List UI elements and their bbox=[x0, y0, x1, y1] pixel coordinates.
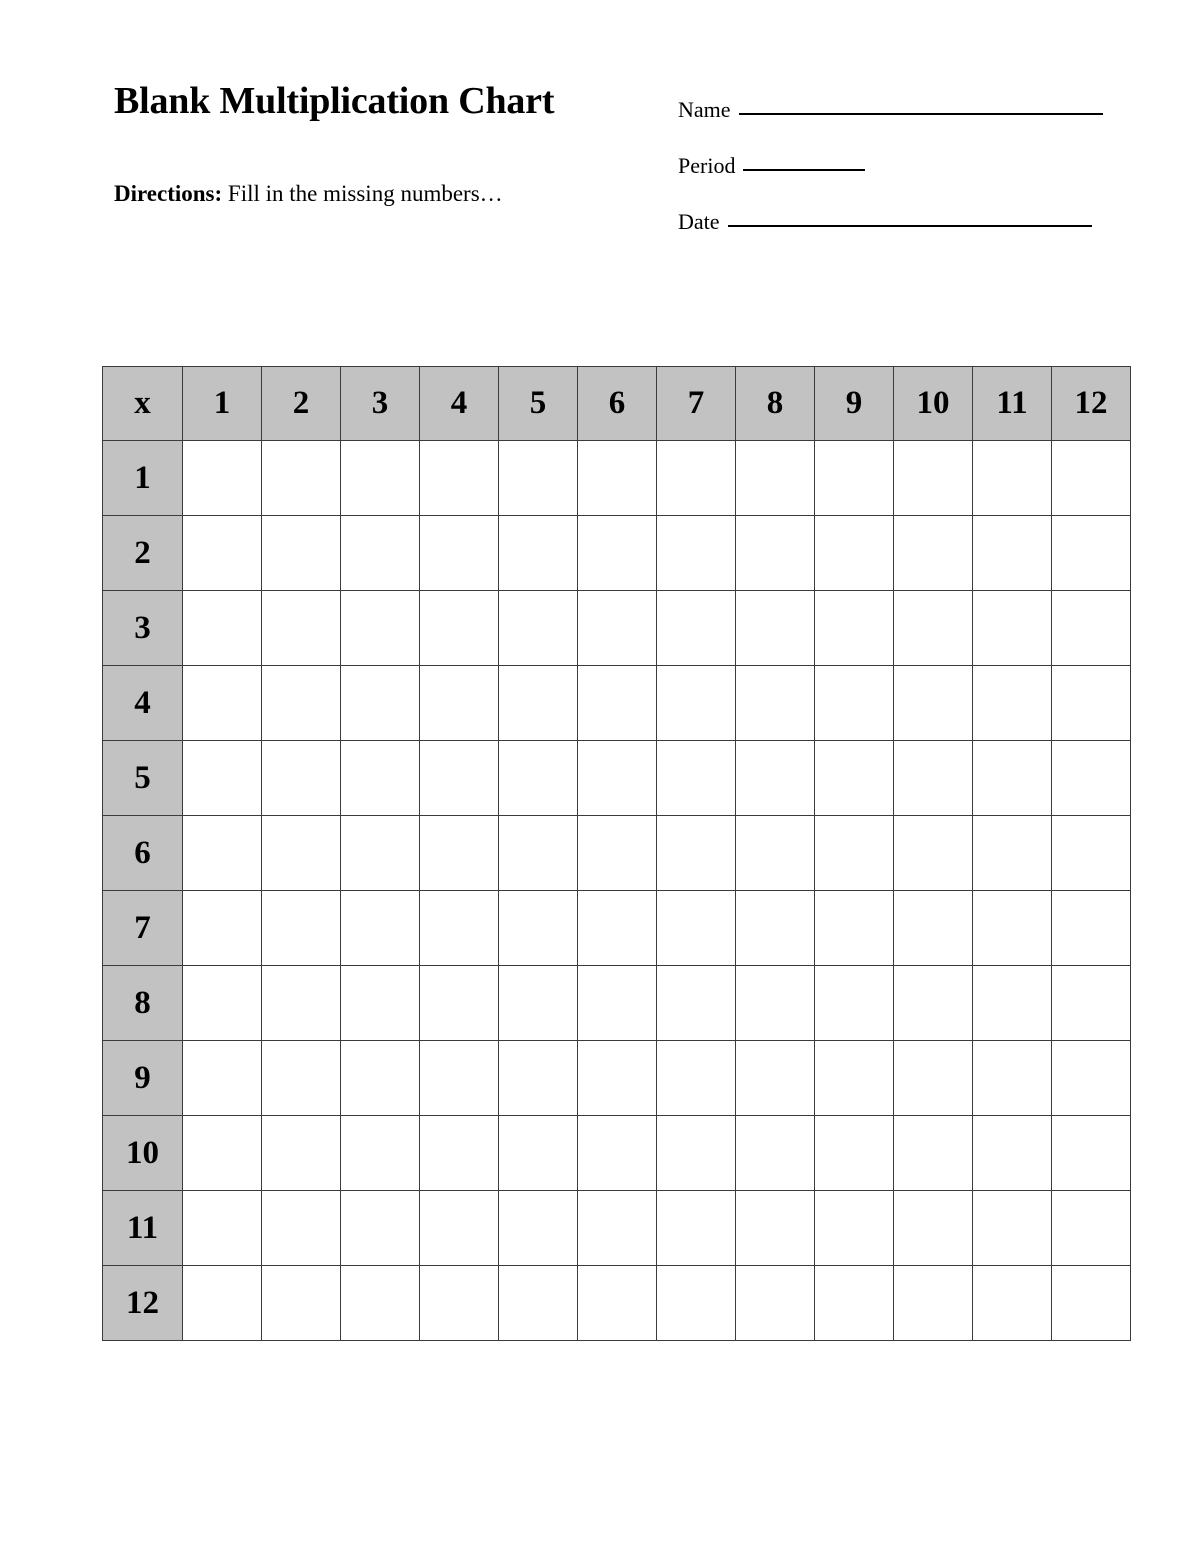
cell-10x4[interactable] bbox=[420, 1116, 499, 1191]
cell-10x1[interactable] bbox=[183, 1116, 262, 1191]
table-row bbox=[103, 591, 1131, 666]
table-row bbox=[103, 516, 1131, 591]
row-header-8: 8 bbox=[103, 966, 183, 1041]
cell-7x4[interactable] bbox=[420, 891, 499, 966]
cell-9x1[interactable] bbox=[183, 1041, 262, 1116]
cell-11x4[interactable] bbox=[420, 1191, 499, 1266]
cell-6x6[interactable] bbox=[578, 816, 657, 891]
cell-6x7[interactable] bbox=[657, 816, 736, 891]
column-header-11: 11 bbox=[973, 367, 1052, 441]
cell-2x6[interactable] bbox=[578, 516, 657, 591]
cell-6x2[interactable] bbox=[262, 816, 341, 891]
cell-11x10[interactable] bbox=[894, 1191, 973, 1266]
multiplication-grid bbox=[102, 366, 1131, 1341]
cell-4x3[interactable] bbox=[341, 666, 420, 741]
cell-12x4[interactable] bbox=[420, 1266, 499, 1341]
cell-2x8[interactable] bbox=[736, 516, 815, 591]
cell-8x10[interactable] bbox=[894, 966, 973, 1041]
cell-6x3[interactable] bbox=[341, 816, 420, 891]
cell-2x1[interactable] bbox=[183, 516, 262, 591]
cell-2x5[interactable] bbox=[499, 516, 578, 591]
cell-5x1[interactable] bbox=[183, 741, 262, 816]
cell-5x12[interactable] bbox=[1052, 741, 1131, 816]
cell-9x7[interactable] bbox=[657, 1041, 736, 1116]
form-field-label-date: Date bbox=[678, 209, 720, 234]
cell-3x7[interactable] bbox=[657, 591, 736, 666]
cell-4x8[interactable] bbox=[736, 666, 815, 741]
cell-9x6[interactable] bbox=[578, 1041, 657, 1116]
directions-line bbox=[114, 182, 503, 205]
cell-4x9[interactable] bbox=[815, 666, 894, 741]
cell-5x6[interactable] bbox=[578, 741, 657, 816]
cell-8x1[interactable] bbox=[183, 966, 262, 1041]
cell-8x5[interactable] bbox=[499, 966, 578, 1041]
cell-1x8[interactable] bbox=[736, 441, 815, 516]
grid-header-row-group bbox=[103, 367, 1131, 441]
row-header-6: 6 bbox=[103, 816, 183, 891]
cell-12x8[interactable] bbox=[736, 1266, 815, 1341]
form-field-period bbox=[678, 155, 1118, 177]
cell-11x6[interactable] bbox=[578, 1191, 657, 1266]
column-header-8: 8 bbox=[736, 367, 815, 441]
cell-11x8[interactable] bbox=[736, 1191, 815, 1266]
column-header-6: 6 bbox=[578, 367, 657, 441]
form-field-input-period[interactable] bbox=[743, 169, 865, 171]
table-row bbox=[103, 441, 1131, 516]
cell-3x5[interactable] bbox=[499, 591, 578, 666]
multiplication-chart bbox=[102, 366, 1131, 1341]
row-header-5: 5 bbox=[103, 741, 183, 816]
cell-3x11[interactable] bbox=[973, 591, 1052, 666]
cell-3x3[interactable] bbox=[341, 591, 420, 666]
cell-7x12[interactable] bbox=[1052, 891, 1131, 966]
cell-8x9[interactable] bbox=[815, 966, 894, 1041]
form-field-input-date[interactable] bbox=[728, 225, 1092, 227]
cell-7x9[interactable] bbox=[815, 891, 894, 966]
cell-10x7[interactable] bbox=[657, 1116, 736, 1191]
cell-8x8[interactable] bbox=[736, 966, 815, 1041]
cell-11x9[interactable] bbox=[815, 1191, 894, 1266]
cell-3x9[interactable] bbox=[815, 591, 894, 666]
cell-10x3[interactable] bbox=[341, 1116, 420, 1191]
cell-8x6[interactable] bbox=[578, 966, 657, 1041]
column-header-3: 3 bbox=[341, 367, 420, 441]
cell-1x7[interactable] bbox=[657, 441, 736, 516]
cell-5x3[interactable] bbox=[341, 741, 420, 816]
cell-3x6[interactable] bbox=[578, 591, 657, 666]
cell-6x4[interactable] bbox=[420, 816, 499, 891]
cell-4x11[interactable] bbox=[973, 666, 1052, 741]
column-header-4: 4 bbox=[420, 367, 499, 441]
cell-2x3[interactable] bbox=[341, 516, 420, 591]
cell-5x8[interactable] bbox=[736, 741, 815, 816]
cell-7x8[interactable] bbox=[736, 891, 815, 966]
cell-1x6[interactable] bbox=[578, 441, 657, 516]
cell-1x4[interactable] bbox=[420, 441, 499, 516]
cell-12x5[interactable] bbox=[499, 1266, 578, 1341]
cell-7x7[interactable] bbox=[657, 891, 736, 966]
cell-9x10[interactable] bbox=[894, 1041, 973, 1116]
cell-11x12[interactable] bbox=[1052, 1191, 1131, 1266]
cell-11x11[interactable] bbox=[973, 1191, 1052, 1266]
cell-1x2[interactable] bbox=[262, 441, 341, 516]
cell-12x12[interactable] bbox=[1052, 1266, 1131, 1341]
form-field-label-name: Name bbox=[678, 97, 731, 122]
cell-12x7[interactable] bbox=[657, 1266, 736, 1341]
cell-7x10[interactable] bbox=[894, 891, 973, 966]
cell-7x3[interactable] bbox=[341, 891, 420, 966]
cell-6x12[interactable] bbox=[1052, 816, 1131, 891]
table-row bbox=[103, 1116, 1131, 1191]
table-row bbox=[103, 891, 1131, 966]
row-header-4: 4 bbox=[103, 666, 183, 741]
cell-11x3[interactable] bbox=[341, 1191, 420, 1266]
cell-10x6[interactable] bbox=[578, 1116, 657, 1191]
cell-10x5[interactable] bbox=[499, 1116, 578, 1191]
column-header-9: 9 bbox=[815, 367, 894, 441]
cell-12x1[interactable] bbox=[183, 1266, 262, 1341]
cell-2x10[interactable] bbox=[894, 516, 973, 591]
cell-12x9[interactable] bbox=[815, 1266, 894, 1341]
cell-9x12[interactable] bbox=[1052, 1041, 1131, 1116]
cell-7x1[interactable] bbox=[183, 891, 262, 966]
cell-12x6[interactable] bbox=[578, 1266, 657, 1341]
cell-4x1[interactable] bbox=[183, 666, 262, 741]
cell-2x12[interactable] bbox=[1052, 516, 1131, 591]
cell-1x9[interactable] bbox=[815, 441, 894, 516]
cell-6x1[interactable] bbox=[183, 816, 262, 891]
cell-2x9[interactable] bbox=[815, 516, 894, 591]
cell-1x5[interactable] bbox=[499, 441, 578, 516]
cell-4x2[interactable] bbox=[262, 666, 341, 741]
cell-5x7[interactable] bbox=[657, 741, 736, 816]
cell-8x2[interactable] bbox=[262, 966, 341, 1041]
cell-7x5[interactable] bbox=[499, 891, 578, 966]
cell-6x5[interactable] bbox=[499, 816, 578, 891]
cell-5x2[interactable] bbox=[262, 741, 341, 816]
cell-3x12[interactable] bbox=[1052, 591, 1131, 666]
row-header-7: 7 bbox=[103, 891, 183, 966]
cell-1x1[interactable] bbox=[183, 441, 262, 516]
cell-2x4[interactable] bbox=[420, 516, 499, 591]
cell-5x4[interactable] bbox=[420, 741, 499, 816]
cell-4x5[interactable] bbox=[499, 666, 578, 741]
cell-12x11[interactable] bbox=[973, 1266, 1052, 1341]
column-header-10: 10 bbox=[894, 367, 973, 441]
form-field-input-name[interactable] bbox=[739, 113, 1103, 115]
cell-7x2[interactable] bbox=[262, 891, 341, 966]
form-field-label-period: Period bbox=[678, 153, 736, 178]
cell-3x4[interactable] bbox=[420, 591, 499, 666]
grid-header-row bbox=[103, 367, 1131, 441]
cell-5x10[interactable] bbox=[894, 741, 973, 816]
table-row bbox=[103, 741, 1131, 816]
cell-7x11[interactable] bbox=[973, 891, 1052, 966]
column-header-2: 2 bbox=[262, 367, 341, 441]
row-header-9: 9 bbox=[103, 1041, 183, 1116]
cell-9x8[interactable] bbox=[736, 1041, 815, 1116]
student-info-fields bbox=[678, 99, 1118, 233]
table-row bbox=[103, 1041, 1131, 1116]
cell-3x1[interactable] bbox=[183, 591, 262, 666]
cell-9x3[interactable] bbox=[341, 1041, 420, 1116]
cell-9x4[interactable] bbox=[420, 1041, 499, 1116]
cell-11x1[interactable] bbox=[183, 1191, 262, 1266]
cell-11x7[interactable] bbox=[657, 1191, 736, 1266]
cell-2x7[interactable] bbox=[657, 516, 736, 591]
form-field-date bbox=[678, 211, 1118, 233]
cell-9x5[interactable] bbox=[499, 1041, 578, 1116]
cell-10x10[interactable] bbox=[894, 1116, 973, 1191]
cell-4x4[interactable] bbox=[420, 666, 499, 741]
table-row bbox=[103, 966, 1131, 1041]
cell-10x8[interactable] bbox=[736, 1116, 815, 1191]
row-header-11: 11 bbox=[103, 1191, 183, 1266]
cell-8x7[interactable] bbox=[657, 966, 736, 1041]
cell-3x8[interactable] bbox=[736, 591, 815, 666]
cell-6x10[interactable] bbox=[894, 816, 973, 891]
cell-4x12[interactable] bbox=[1052, 666, 1131, 741]
row-header-3: 3 bbox=[103, 591, 183, 666]
cell-12x3[interactable] bbox=[341, 1266, 420, 1341]
cell-1x10[interactable] bbox=[894, 441, 973, 516]
cell-5x5[interactable] bbox=[499, 741, 578, 816]
cell-12x2[interactable] bbox=[262, 1266, 341, 1341]
cell-9x2[interactable] bbox=[262, 1041, 341, 1116]
cell-2x2[interactable] bbox=[262, 516, 341, 591]
cell-6x9[interactable] bbox=[815, 816, 894, 891]
row-header-12: 12 bbox=[103, 1266, 183, 1341]
cell-10x9[interactable] bbox=[815, 1116, 894, 1191]
cell-3x2[interactable] bbox=[262, 591, 341, 666]
cell-5x9[interactable] bbox=[815, 741, 894, 816]
cell-8x3[interactable] bbox=[341, 966, 420, 1041]
column-header-12: 12 bbox=[1052, 367, 1131, 441]
column-header-7: 7 bbox=[657, 367, 736, 441]
grid-corner-operator: x bbox=[103, 367, 183, 441]
cell-6x11[interactable] bbox=[973, 816, 1052, 891]
cell-11x5[interactable] bbox=[499, 1191, 578, 1266]
cell-1x3[interactable] bbox=[341, 441, 420, 516]
directions-label: Directions: bbox=[114, 181, 223, 206]
cell-8x11[interactable] bbox=[973, 966, 1052, 1041]
table-row bbox=[103, 1191, 1131, 1266]
table-row bbox=[103, 1266, 1131, 1341]
grid-body bbox=[103, 441, 1131, 1341]
cell-1x12[interactable] bbox=[1052, 441, 1131, 516]
cell-4x7[interactable] bbox=[657, 666, 736, 741]
column-header-5: 5 bbox=[499, 367, 578, 441]
cell-11x2[interactable] bbox=[262, 1191, 341, 1266]
cell-4x10[interactable] bbox=[894, 666, 973, 741]
cell-9x9[interactable] bbox=[815, 1041, 894, 1116]
cell-9x11[interactable] bbox=[973, 1041, 1052, 1116]
cell-10x11[interactable] bbox=[973, 1116, 1052, 1191]
cell-12x10[interactable] bbox=[894, 1266, 973, 1341]
cell-10x12[interactable] bbox=[1052, 1116, 1131, 1191]
directions-text: Fill in the missing numbers… bbox=[222, 181, 503, 206]
cell-1x11[interactable] bbox=[973, 441, 1052, 516]
cell-6x8[interactable] bbox=[736, 816, 815, 891]
cell-3x10[interactable] bbox=[894, 591, 973, 666]
cell-7x6[interactable] bbox=[578, 891, 657, 966]
cell-5x11[interactable] bbox=[973, 741, 1052, 816]
form-field-name bbox=[678, 99, 1118, 121]
page-title: Blank Multiplication Chart bbox=[114, 80, 555, 122]
cell-8x12[interactable] bbox=[1052, 966, 1131, 1041]
column-header-1: 1 bbox=[183, 367, 262, 441]
cell-2x11[interactable] bbox=[973, 516, 1052, 591]
row-header-2: 2 bbox=[103, 516, 183, 591]
row-header-10: 10 bbox=[103, 1116, 183, 1191]
cell-4x6[interactable] bbox=[578, 666, 657, 741]
row-header-1: 1 bbox=[103, 441, 183, 516]
table-row bbox=[103, 666, 1131, 741]
cell-10x2[interactable] bbox=[262, 1116, 341, 1191]
cell-8x4[interactable] bbox=[420, 966, 499, 1041]
table-row bbox=[103, 816, 1131, 891]
